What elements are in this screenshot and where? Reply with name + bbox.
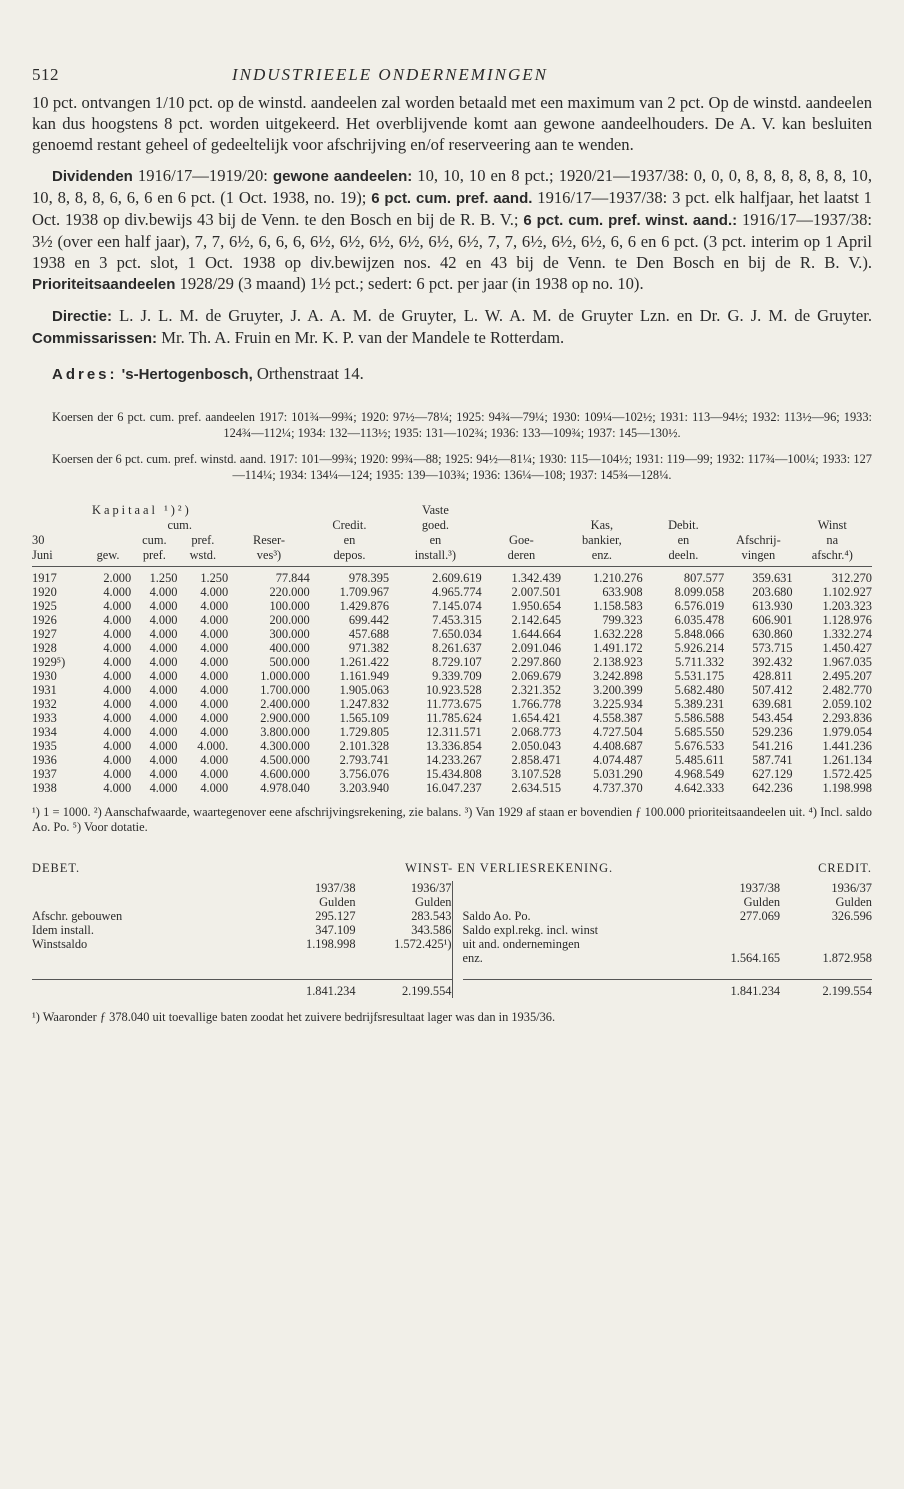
adres-label: Adres: <box>52 366 118 383</box>
list-item <box>463 923 873 937</box>
item-value: 1.198.998 <box>306 937 356 951</box>
year-cell: 1933 <box>32 711 57 725</box>
value-cell: 2.059.102 <box>822 697 872 711</box>
value-cell: 4.000 <box>200 753 229 767</box>
value-cell: 2.321.352 <box>511 683 562 697</box>
value-cell: 4.000 <box>103 627 132 641</box>
value-cell: 1.247.832 <box>339 697 390 711</box>
running-title: INDUSTRIEELE ONDERNEMINGEN <box>232 65 548 84</box>
value-cell: 3.242.898 <box>593 669 643 683</box>
value-cell: 1.203.323 <box>822 599 872 613</box>
value-cell: 1.161.949 <box>339 669 390 683</box>
intro-paragraph: 10 pct. ontvangen 1/10 pct. op de winstd. aandeelen zal worden betaald met een maximum van 2 pct. Op de winstd. aandeelen kan dus hoogstens 8 pct. worden uitgekeerd. Het overblijvende komt aan gewone aandeelhouders. De A. V. kan besluiten genoemd restant geheel of gedeeltelijk voor afschrijving en/of reserveering aan te wenden. <box>32 93 872 154</box>
adres-paragraph <box>32 363 872 385</box>
value-cell: 312.270 <box>831 571 872 585</box>
value-cell: 4.000 <box>200 613 229 627</box>
value-cell: 2.609.619 <box>432 571 482 585</box>
value-cell: 1.450.427 <box>822 641 872 655</box>
credit-label: CREDIT. <box>818 861 872 875</box>
item-label: uit and. ondernemingen <box>462 937 580 951</box>
value-cell: 2.482.770 <box>822 683 872 697</box>
value-cell: 4.000 <box>200 697 229 711</box>
value-cell: 1.565.109 <box>339 711 390 725</box>
value-cell: 5.586.588 <box>674 711 725 725</box>
year-cell: 1929⁵) <box>32 655 66 669</box>
page <box>32 58 872 1025</box>
value-cell: 220.000 <box>269 585 310 599</box>
value-cell: 4.000 <box>200 711 229 725</box>
value-cell: 1.905.063 <box>339 683 390 697</box>
value-cell: 13.336.854 <box>425 739 482 753</box>
debet-total-1: 1.841.234 <box>272 980 356 999</box>
value-cell: 2.400.000 <box>260 697 310 711</box>
value-cell: 4.074.487 <box>593 753 643 767</box>
value-cell: 4.737.370 <box>593 781 643 795</box>
koersen-pref: Koersen der 6 pct. cum. pref. aandeelen 1917: 101¾—99¾; 1920: 97½—78¼; 1925: 94¾—79¼; 1930: 109¼—102½; 1931: 113—94½; 1932: 113½—96; 1933: 124¾—112¼; 1934: 132—113½; 1935: 131—102¾; 1936: 133—109¾; 1937: 145—130½. <box>52 410 872 440</box>
value-cell: 4.000 <box>200 585 229 599</box>
credit-total-2: 2.199.554 <box>780 980 872 999</box>
value-cell: 4.000 <box>149 641 178 655</box>
value-cell: 3.200.399 <box>593 683 643 697</box>
value-cell: 359.631 <box>752 571 793 585</box>
value-cell: 2.793.741 <box>339 753 390 767</box>
item-value: 347.109 <box>315 923 356 937</box>
value-cell: 5.531.175 <box>674 669 725 683</box>
value-cell: 1.766.778 <box>511 697 562 711</box>
value-cell: 627.129 <box>752 767 793 781</box>
item-value <box>694 937 780 951</box>
prio-label: Prioriteitsaandeelen <box>32 276 176 293</box>
item-value: 326.596 <box>831 909 872 923</box>
gewone-label: gewone aandeelen: <box>272 168 413 185</box>
value-cell: 4.000 <box>149 753 178 767</box>
value-cell: 541.216 <box>752 739 793 753</box>
value-cell: 613.930 <box>752 599 793 613</box>
item-value <box>694 923 780 937</box>
year-cell: 1930 <box>32 669 57 683</box>
value-cell: 4.000 <box>149 711 178 725</box>
value-cell: 5.711.332 <box>675 655 725 669</box>
table-row <box>32 613 872 627</box>
year-cell: 1932 <box>32 697 57 711</box>
table-row <box>32 711 872 725</box>
value-cell: 5.848.066 <box>674 627 725 641</box>
debet-label: DEBET. <box>32 861 81 875</box>
value-cell: 4.500.000 <box>260 753 310 767</box>
value-cell: 4.000 <box>149 613 178 627</box>
value-cell: 4.558.387 <box>593 711 643 725</box>
value-cell: 2.495.207 <box>822 669 872 683</box>
kapitaal-rows <box>32 567 872 796</box>
value-cell: 4.000 <box>103 711 132 725</box>
value-cell: 77.844 <box>275 571 310 585</box>
value-cell: 1.250 <box>200 571 229 585</box>
value-cell: 4.000 <box>200 599 229 613</box>
value-cell: 1.210.276 <box>593 571 643 585</box>
value-cell: 15.434.808 <box>425 767 482 781</box>
value-cell: 1.632.228 <box>593 627 643 641</box>
value-cell: 4.000 <box>103 683 132 697</box>
value-cell: 8.729.107 <box>432 655 482 669</box>
value-cell: 4.968.549 <box>674 767 725 781</box>
value-cell: 1.441.236 <box>822 739 872 753</box>
year-cell: 1927 <box>32 627 57 641</box>
value-cell: 392.432 <box>752 655 793 669</box>
item-value: 295.127 <box>315 909 356 923</box>
table-row <box>32 697 872 711</box>
table-row <box>32 585 872 599</box>
year-cell: 1925 <box>32 599 57 613</box>
value-cell: 4.000 <box>103 599 132 613</box>
value-cell: 4.000 <box>103 753 132 767</box>
value-cell: 1.700.000 <box>260 683 310 697</box>
value-cell: 7.145.074 <box>432 599 482 613</box>
winst-pref-label: 6 pct. cum. pref. winst. aand.: <box>523 212 738 229</box>
value-cell: 699.442 <box>348 613 390 627</box>
value-cell: 4.000 <box>103 585 132 599</box>
value-cell: 4.000 <box>103 641 132 655</box>
value-cell: 100.000 <box>269 599 310 613</box>
value-cell: 5.682.480 <box>674 683 725 697</box>
pref-label: 6 pct. cum. pref. aand. <box>371 190 533 207</box>
value-cell: 1.198.998 <box>822 781 872 795</box>
adres-place: 's-Hertogenbosch, <box>121 366 253 383</box>
value-cell: 5.926.214 <box>674 641 725 655</box>
value-cell: 4.000 <box>200 781 229 795</box>
table-row <box>32 641 872 655</box>
value-cell: 633.908 <box>602 585 643 599</box>
winst-title: WINST- EN VERLIESREKENING. <box>405 861 614 875</box>
list-item <box>32 937 452 951</box>
value-cell: 11.773.675 <box>426 697 482 711</box>
value-cell: 642.236 <box>752 781 793 795</box>
value-cell: 4.000 <box>103 725 132 739</box>
value-cell: 2.634.515 <box>511 781 562 795</box>
table-row <box>32 753 872 767</box>
winst-footnote: ¹) Waaronder ƒ 378.040 uit toevallige baten zoodat het zuivere bedrijfsresultaat lager was dan in 1935/36. <box>32 1010 556 1024</box>
value-cell: 12.311.571 <box>426 725 482 739</box>
item-value <box>780 923 872 937</box>
kapitaal-group-header: Kapitaal ¹)²) <box>92 503 192 517</box>
value-cell: 8.099.058 <box>674 585 725 599</box>
value-cell: 1.979.054 <box>822 725 872 739</box>
value-cell: 807.577 <box>683 571 725 585</box>
value-cell: 4.000 <box>149 655 178 669</box>
value-cell: 507.412 <box>752 683 793 697</box>
value-cell: 1.950.654 <box>511 599 562 613</box>
page-header <box>32 58 872 92</box>
year-cell: 1935 <box>32 739 57 753</box>
year-cell: 1928 <box>32 641 57 655</box>
value-cell: 1.709.967 <box>339 585 390 599</box>
value-cell: 4.300.000 <box>260 739 310 753</box>
value-cell: 7.453.315 <box>432 613 482 627</box>
item-value: 1.872.958 <box>822 951 872 965</box>
value-cell: 4.000 <box>200 725 229 739</box>
value-cell: 4.600.000 <box>260 767 310 781</box>
list-item <box>32 923 452 937</box>
value-cell: 4.000 <box>103 613 132 627</box>
koersen-winst: Koersen der 6 pct. cum. pref. winstd. aand. 1917: 101—99¾; 1920: 99¾—88; 1925: 94½—81¼; 1930: 115—104½; 1931: 119—99; 1932: 117¾—100¼; 1933: 127—114¼; 1934: 134¼—124; 1935: 139—103¾; 1936: 136¼—108; 1937: 145¾—128¼. <box>52 452 872 482</box>
list-item <box>32 909 452 923</box>
value-cell: 5.031.290 <box>593 767 643 781</box>
value-cell: 4.000 <box>149 739 178 753</box>
value-cell: 4.000 <box>149 683 178 697</box>
list-item <box>463 909 873 923</box>
item-value: 1.564.165 <box>730 951 781 965</box>
value-cell: 1.729.805 <box>339 725 390 739</box>
value-cell: 500.000 <box>269 655 310 669</box>
value-cell: 8.261.637 <box>432 641 482 655</box>
value-cell: 5.685.550 <box>674 725 725 739</box>
value-cell: 1.332.274 <box>822 627 872 641</box>
value-cell: 16.047.237 <box>425 781 482 795</box>
value-cell: 2.007.501 <box>511 585 562 599</box>
value-cell: 2.000 <box>103 571 132 585</box>
value-cell: 1.128.976 <box>822 613 872 627</box>
table-row <box>32 599 872 613</box>
value-cell: 2.142.645 <box>511 613 562 627</box>
table-row <box>32 739 872 753</box>
value-cell: 1.158.583 <box>593 599 643 613</box>
table-row <box>32 567 872 586</box>
value-cell: 300.000 <box>269 627 310 641</box>
value-cell: 1.654.421 <box>511 711 562 725</box>
value-cell: 4.000 <box>149 599 178 613</box>
item-label: Afschr. gebouwen <box>32 909 123 923</box>
value-cell: 1.261.422 <box>339 655 390 669</box>
value-cell: 4.000 <box>149 669 178 683</box>
value-cell: 428.811 <box>752 669 793 683</box>
value-cell: 2.900.000 <box>260 711 310 725</box>
year-cell: 1934 <box>32 725 57 739</box>
value-cell: 4.000 <box>149 585 178 599</box>
credit-total-1: 1.841.234 <box>694 980 780 999</box>
table-row <box>32 781 872 795</box>
value-cell: 3.225.934 <box>593 697 643 711</box>
year-cell: 1931 <box>32 683 57 697</box>
item-label: Saldo expl.rekg. incl. winst <box>462 923 599 937</box>
item-value: 277.069 <box>739 909 781 923</box>
credit-table: 1937/38 1936/37 Gulden Gulden Saldo Ao. Po. 277.069 326.596 Saldo expl.rekg. incl. winst uit and. ondernemingen enz. 1.564.165 1.872.958 1.841.234 2.199.554 <box>462 881 872 998</box>
value-cell: 2.101.328 <box>339 739 390 753</box>
value-cell: 2.293.836 <box>822 711 872 725</box>
value-cell: 1.967.035 <box>822 655 872 669</box>
value-cell: 6.576.019 <box>674 599 725 613</box>
value-cell: 587.741 <box>752 753 793 767</box>
list-item <box>463 937 873 951</box>
item-value: 343.586 <box>411 923 452 937</box>
value-cell: 1.250 <box>149 571 178 585</box>
value-cell: 1.342.439 <box>511 571 562 585</box>
value-cell: 978.395 <box>348 571 390 585</box>
year-cell: 1938 <box>32 781 57 795</box>
value-cell: 3.756.076 <box>339 767 390 781</box>
winst-verlies <box>32 861 872 998</box>
value-cell: 2.138.923 <box>593 655 643 669</box>
year-cell: 1937 <box>32 767 57 781</box>
item-label: Winstsaldo <box>32 937 88 951</box>
value-cell: 4.000 <box>149 781 178 795</box>
debet-table: 1937/38 1936/37 Gulden Gulden Afschr. gebouwen 295.127 283.543 Idem install. 347.109 343.586 Winstsaldo 1.198.998 1.572.425¹) 1.841.234 2.199.554 <box>32 881 452 998</box>
directie-label: Directie: <box>52 308 113 325</box>
table-row <box>32 725 872 739</box>
value-cell: 4.000 <box>200 641 229 655</box>
value-cell: 4.000 <box>149 627 178 641</box>
value-cell: 4.000 <box>200 627 229 641</box>
year-cell: 1926 <box>32 613 57 627</box>
dividends-label: Dividenden <box>52 168 133 185</box>
year-cell: 1920 <box>32 585 57 599</box>
item-value: 283.543 <box>411 909 452 923</box>
table-row <box>32 767 872 781</box>
value-cell: 5.389.231 <box>674 697 725 711</box>
value-cell: 529.236 <box>752 725 793 739</box>
value-cell: 9.339.709 <box>432 669 482 683</box>
value-cell: 1.572.425 <box>822 767 872 781</box>
value-cell: 2.858.471 <box>511 753 562 767</box>
value-cell: 573.715 <box>752 641 793 655</box>
value-cell: 4.000 <box>200 655 229 669</box>
value-cell: 14.233.267 <box>425 753 482 767</box>
value-cell: 1.491.172 <box>593 641 643 655</box>
value-cell: 3.107.528 <box>511 767 562 781</box>
value-cell: 4.000 <box>200 683 229 697</box>
value-cell: 4.408.687 <box>593 739 643 753</box>
value-cell: 606.901 <box>752 613 793 627</box>
value-cell: 4.000 <box>200 767 229 781</box>
kapitaal-table: Kapitaal ¹)²) Vaste cum. Credit. goed. Kas, Debit. Winst 30 cum. pref. Reser- en en Goe- bankier, en Afschrij- na Juni gew. pref. wstd. ves³) depos. install.³) deren enz. deeln. vingen afschr.⁴) 1917 2.000 1.250 1.250 77.844 978.395 2.609.619 1.342.439 1.210.276 807.577 359.631 312.270 1920 4.000 4.000 4.000 220.000 1.709.967 4.965.774 2.007.501 633.908 8.099.058 203.680 1.102.927 1925 4.000 4.000 4.000 100.000 1.429.876 7.145.074 1.950.654 1.158.583 6.576.019 613.930 1.203.323 1926 4.000 4.000 4.000 200.000 699.442 7.453.315 2.142.645 799.323 6.035.478 606.901 1.128.976 1927 4.000 4.000 4.000 300.000 457.688 7.650.034 1.644.664 1.632.228 5.848.066 630.860 1.332.274 1928 4.000 4.000 4.000 400.000 971.382 8.261.637 2.091.046 1.491.172 5.926.214 573.715 1.450.427 1929⁵) 4.000 4.000 4.000 500.000 1.261.422 8.729.107 2.297.860 2.138.923 5.711.332 392.432 1.967.035 1930 4.000 4.000 4.000 1.000.000 1.161.949 9.339.709 2.069.679 3.242.898 5.531.175 428.811 2.495.207 1931 4.000 4.000 4.000 1.700.000 1.905.063 10.923.528 2.321.352 3.200.399 5.682.480 507.412 2.482.770 1932 4.000 4.000 4.000 2.400.000 1.247.832 11.773.675 1.766.778 3.225.934 5.389.231 639.681 2.059.102 1933 4.000 4.000 4.000 2.900.000 1.565.109 11.785.624 1.654.421 4.558.387 5.586.588 543.454 2.293.836 1934 4.000 4.000 4.000 3.800.000 1.729.805 12.311.571 2.068.773 4.727.504 5.685.550 529.236 1.979.054 1935 4.000 4.000 4.000. 4.300.000 2.101.328 13.336.854 2.050.043 4.408.687 5.676.533 541.216 1.441.236 1936 4.000 4.000 4.000 4.500.000 2.793.741 14.233.267 2.858.471 4.074.487 5.485.611 587.741 1.261.134 1937 4.000 4.000 4.000 4.600.000 3.756.076 15.434.808 3.107.528 5.031.290 4.968.549 627.129 1.572.425 1938 4.000 4.000 4.000 4.978.040 3.203.940 16.047.237 2.634.515 4.737.370 4.642.333 642.236 1.198.998 <box>32 503 872 795</box>
value-cell: 11.785.624 <box>426 711 482 725</box>
value-cell: 7.650.034 <box>432 627 482 641</box>
commissarissen-label: Commissarissen: <box>32 330 158 347</box>
table-row <box>32 655 872 669</box>
table-row <box>32 669 872 683</box>
dividends-paragraph: Dividenden 1916/17—1919/20: gewone aandeelen: 10, 10, 10 en 8 pct.; 1920/21—1937/38: 0, 0, 0, 8, 8, 8, 8, 8, 8, 10, 10, 8, 8, 8, 6, 6, 6 en 6 pct. (1 Oct. 1938, no. 19); 6 pct. cum. pref. aand. 1916/17—1937/38: 3 pct. elk halfjaar, het laatst 1 Oct. 1938 op div.bewijs 43 bij de Venn. te den Bosch en bij de R. B. V.; 6 pct. cum. pref. winst. aand.: 1916/17—1937/38: 3½ (over een half jaar), 7, 7, 6½, 6, 6, 6, 6½, 6½, 6½, 6½, 6½, 6½, 7, 7, 6½, 6½, 6½, 6, 6 en 6 pct. (3 pct. interim op 1 April 1938 en 3 pct. slot, 1 Oct. 1938 op div.bewijzen nos. 42 en 43 bij de Venn. te Den Bosch en bij de R. B. V.). Prioriteitsaandeelen 1928/29 (3 maand) 1½ pct.; sedert: 6 pct. per jaar (in 1938 op no. 10). <box>32 166 872 293</box>
value-cell: 5.485.611 <box>675 753 725 767</box>
value-cell: 400.000 <box>269 641 310 655</box>
value-cell: 2.068.773 <box>511 725 562 739</box>
value-cell: 4.000 <box>149 697 178 711</box>
value-cell: 4.000 <box>103 669 132 683</box>
value-cell: 799.323 <box>602 613 643 627</box>
value-cell: 971.382 <box>348 641 390 655</box>
value-cell: 2.050.043 <box>511 739 562 753</box>
value-cell: 4.000 <box>103 697 132 711</box>
value-cell: 4.978.040 <box>260 781 310 795</box>
value-cell: 3.800.000 <box>260 725 310 739</box>
table-row <box>32 683 872 697</box>
year-cell: 1917 <box>32 571 57 585</box>
value-cell: 457.688 <box>348 627 390 641</box>
directie-paragraph: Directie: L. J. L. M. de Gruyter, J. A. A. M. de Gruyter, L. W. A. M. de Gruyter Lzn. en Dr. G. J. M. de Gruyter. Commissarissen: Mr. Th. A. Fruin en Mr. K. P. van der Mandele te Rotterdam. <box>32 306 872 347</box>
kapitaal-notes: ¹) 1 = 1000. ²) Aanschafwaarde, waartegenover eene afschrijvingsrekening, zie balans. ³) Van 1929 af staan er bovendien ƒ 100.000 prioriteitsaandeelen uit. ⁴) Incl. saldo Ao. Po. ⁵) Voor dotatie. <box>32 805 872 834</box>
page-number: 512 <box>32 65 59 84</box>
value-cell: 2.091.046 <box>511 641 562 655</box>
value-cell: 4.000 <box>103 781 132 795</box>
value-cell: 630.860 <box>752 627 793 641</box>
item-value <box>780 937 872 951</box>
value-cell: 543.454 <box>752 711 793 725</box>
value-cell: 2.297.860 <box>511 655 562 669</box>
value-cell: 4.965.774 <box>432 585 482 599</box>
value-cell: 4.000 <box>149 767 178 781</box>
value-cell: 4.000 <box>103 767 132 781</box>
value-cell: 6.035.478 <box>674 613 725 627</box>
value-cell: 4.642.333 <box>674 781 725 795</box>
value-cell: 639.681 <box>752 697 793 711</box>
value-cell: 4.000 <box>103 739 132 753</box>
value-cell: 1.429.876 <box>339 599 390 613</box>
value-cell: 4.000 <box>149 725 178 739</box>
value-cell: 3.203.940 <box>339 781 390 795</box>
value-cell: 200.000 <box>269 613 310 627</box>
value-cell: 4.000 <box>103 655 132 669</box>
value-cell: 4.727.504 <box>593 725 643 739</box>
value-cell: 4.000. <box>197 739 229 753</box>
value-cell: 4.000 <box>200 669 229 683</box>
value-cell: 1.644.664 <box>511 627 562 641</box>
item-label: Idem install. <box>32 923 94 937</box>
value-cell: 1.000.000 <box>260 669 310 683</box>
value-cell: 2.069.679 <box>511 669 562 683</box>
adres-street: Orthenstraat 14. <box>252 364 364 383</box>
table-row <box>32 627 872 641</box>
value-cell: 10.923.528 <box>425 683 482 697</box>
value-cell: 1.102.927 <box>822 585 872 599</box>
value-cell: 203.680 <box>752 585 793 599</box>
year-cell: 1936 <box>32 753 57 767</box>
debet-total-2: 2.199.554 <box>356 980 452 999</box>
item-value: 1.572.425¹) <box>394 937 452 951</box>
item-label: Saldo Ao. Po. <box>462 909 531 923</box>
list-item <box>463 951 873 965</box>
value-cell: 5.676.533 <box>674 739 725 753</box>
item-label: enz. <box>462 951 483 965</box>
value-cell: 1.261.134 <box>822 753 872 767</box>
